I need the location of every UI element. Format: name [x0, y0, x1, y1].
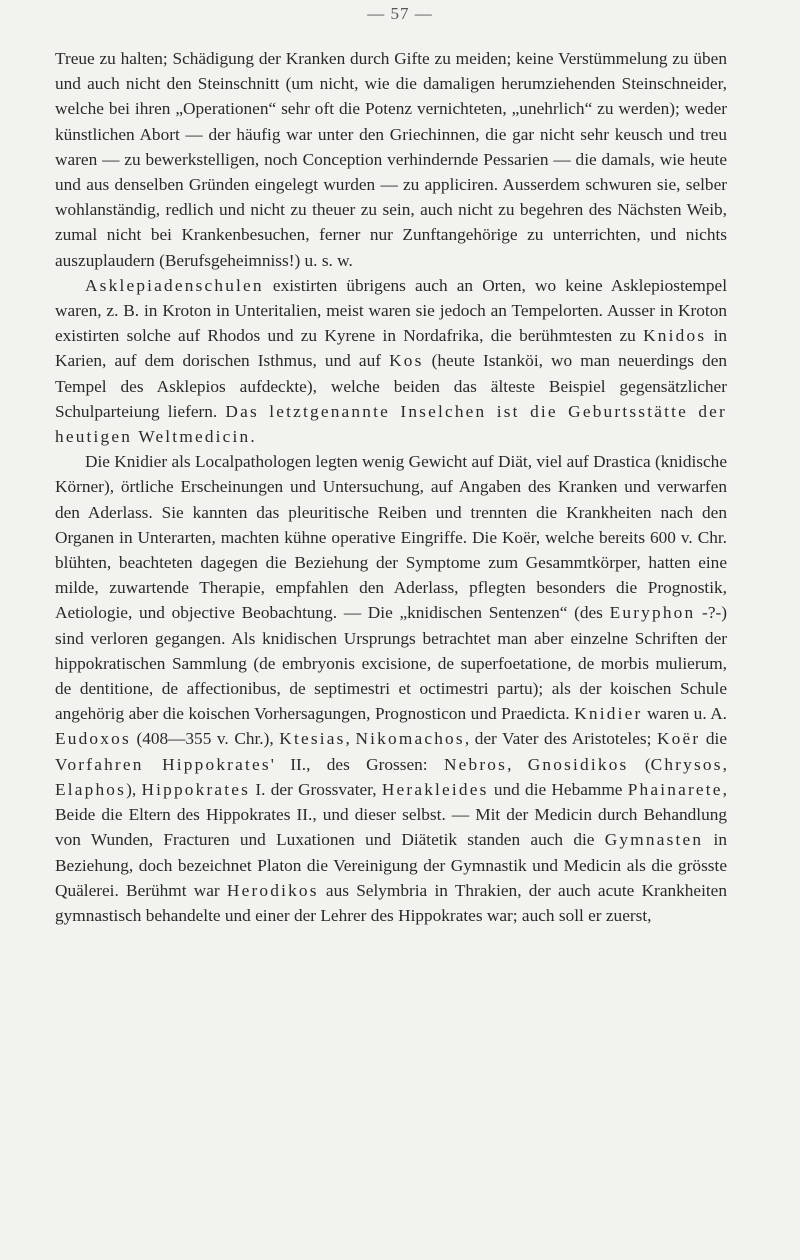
spaced-emphasis-text: Herakleides — [381, 779, 489, 799]
paragraph-p2 — [55, 273, 727, 449]
spaced-emphasis-text: Elaphos — [55, 779, 127, 799]
body-text — [55, 46, 727, 928]
text-run: Die Knidier als Localpathologen legten wenig Gewicht auf Diät, viel auf Drastica (knidische Körner), örtliche Erscheinungen und Untersuchung, auf Angaben des Kranken und verwarfen den Aderlass. Sie kannten das pleuritische Reiben und trennten die Krankheiten nach den Organen in Unterarten, machten kühne operative Eingriffe. Die Koër, welche bereits 600 v. Chr. blühten, beachteten dagegen die Beziehung der Symptome zum Gesammtkörper, hatten eine milde, zuwartende Therapie, empfahlen den Aderlass, pflegten besonders die Prognostik, Aetiologie, und objective Beobachtung. — Die „knidischen Sentenzen“ (des — [55, 452, 727, 623]
spaced-emphasis-text: Chrysos — [650, 754, 723, 774]
text-run: (heute Istanköi, wo man neuerdings den Tempel des Asklepios aufdeckte), welche beiden das älteste Beispiel gegensätzlicher Schulparteiung liefern. — [55, 351, 728, 421]
text-run: und die Hebamme — [488, 779, 628, 799]
spaced-emphasis-text: Koër — [656, 729, 701, 749]
text-run: waren u. A. — [642, 704, 728, 724]
text-run: ), — [126, 779, 142, 799]
spaced-emphasis-text: Das letztgenannte Inselchen ist die Geburtsstätte der heutigen Weltmedicin. — [55, 401, 727, 447]
spaced-emphasis-text: Knidier — [574, 704, 643, 724]
spaced-emphasis-text: Euryphon — [609, 603, 696, 623]
spaced-emphasis-text: Phainarete — [627, 779, 723, 799]
paragraph-p1 — [55, 46, 727, 273]
spaced-emphasis-text: Eudoxos — [55, 729, 131, 749]
text-run: , der Vater des Aristoteles; — [464, 729, 657, 749]
text-run: I. der Grossvater, — [250, 779, 382, 799]
text-run: (408—355 v. Chr.), — [130, 729, 280, 749]
text-run: , Beide die Eltern des Hippokrates II., und dieser selbst. — Mit der Medicin durch Behandlung von Wunden, Fracturen und Luxationen und Diätetik standen auch die — [55, 779, 727, 850]
text-run: , — [345, 729, 356, 749]
text-run: , — [507, 754, 528, 774]
text-run: ' II., des Grossen: — [270, 754, 444, 774]
text-run: Treue zu halten; Schädigung der Kranken durch Gifte zu meiden; keine Verstümmelung zu üben und auch nicht den Steinschnitt (um nicht, wie die damaligen herumziehenden Steinschneider, welche bei ihren „Operationen“ sehr oft die Potenz vernichteten, „unehrlich“ zu werden); weder künstlichen Abort — der häufig war unter den Griechinnen, die gar nicht sehr keusch und treu waren — zu bewerkstelligen, noch Conception verhindernde Pessarien — die damals, wie heute und aus denselben Gründen eingelegt wurden — zu appliciren. Ausserdem schwuren sie, selber wohlanständig, redlich und nicht zu theuer zu sein, auch nicht zu begehren des Nächsten Weib, zumal nicht bei Krankenbesuchen, ferner nur Zunftangehörige zu unterrichten, und nichts auszuplaudern (Berufsgeheimniss!) u. s. w. — [55, 49, 727, 270]
spaced-emphasis-text: Herodikos — [226, 880, 319, 900]
spaced-emphasis-text: Knidos — [643, 326, 707, 346]
text-run: ( — [628, 754, 651, 774]
text-run: in Karien, auf dem dorischen Isthmus, und auf — [55, 326, 728, 371]
spaced-emphasis-text: Vorfahren Hippokrates — [55, 754, 271, 774]
spaced-emphasis-text: Nebros — [443, 754, 508, 774]
page-number: — 57 — — [367, 4, 433, 23]
text-run: in Beziehung, doch bezeichnet Platon die Vereinigung der Gymnastik und Medicin als die grösste Quälerei. Berühmt war — [55, 830, 727, 900]
spaced-emphasis-text: Gymnasten — [604, 830, 704, 850]
paragraph-p3 — [55, 449, 727, 928]
spaced-emphasis-text: Kos — [389, 351, 424, 371]
text-run: , — [722, 754, 727, 774]
spaced-emphasis-text: Nikomachos — [355, 729, 465, 749]
spaced-emphasis-text: Gnosidikos — [527, 754, 629, 774]
text-run: existirten übrigens auch an Orten, wo keine Asklepiostempel waren, z. B. in Kroton in Unteritalien, meist waren sie jedoch an Tempelorten. Ausser in Kroton existirten solche auf Rhodos und zu Kyrene in Nordafrika, die berühmtesten zu — [55, 275, 727, 346]
spaced-emphasis-text: Asklepiadenschulen — [85, 275, 264, 295]
text-run: aus Selymbria in Thrakien, der auch acute Krankheiten gymnastisch behandelte und einer der Lehrer des Hippokrates war; auch soll er zuerst, — [55, 880, 727, 925]
text-run: die — [700, 729, 728, 749]
spaced-emphasis-text: Ktesias — [279, 729, 346, 749]
spaced-emphasis-text: Hippokrates — [141, 779, 251, 799]
text-run: -?-) sind verloren gegangen. Als knidischen Ursprungs betrachtet man aber einzelne Schriften der hippokratischen Sammlung (de embryonis excisione, de superfoetatione, de morbis mulierum, de dentitione, de affectionibus, de septimestri et octimestri partu); als der koischen Schule angehörig aber die koischen Vorhersagungen, Prognosticon und Praedicta. — [55, 603, 727, 724]
